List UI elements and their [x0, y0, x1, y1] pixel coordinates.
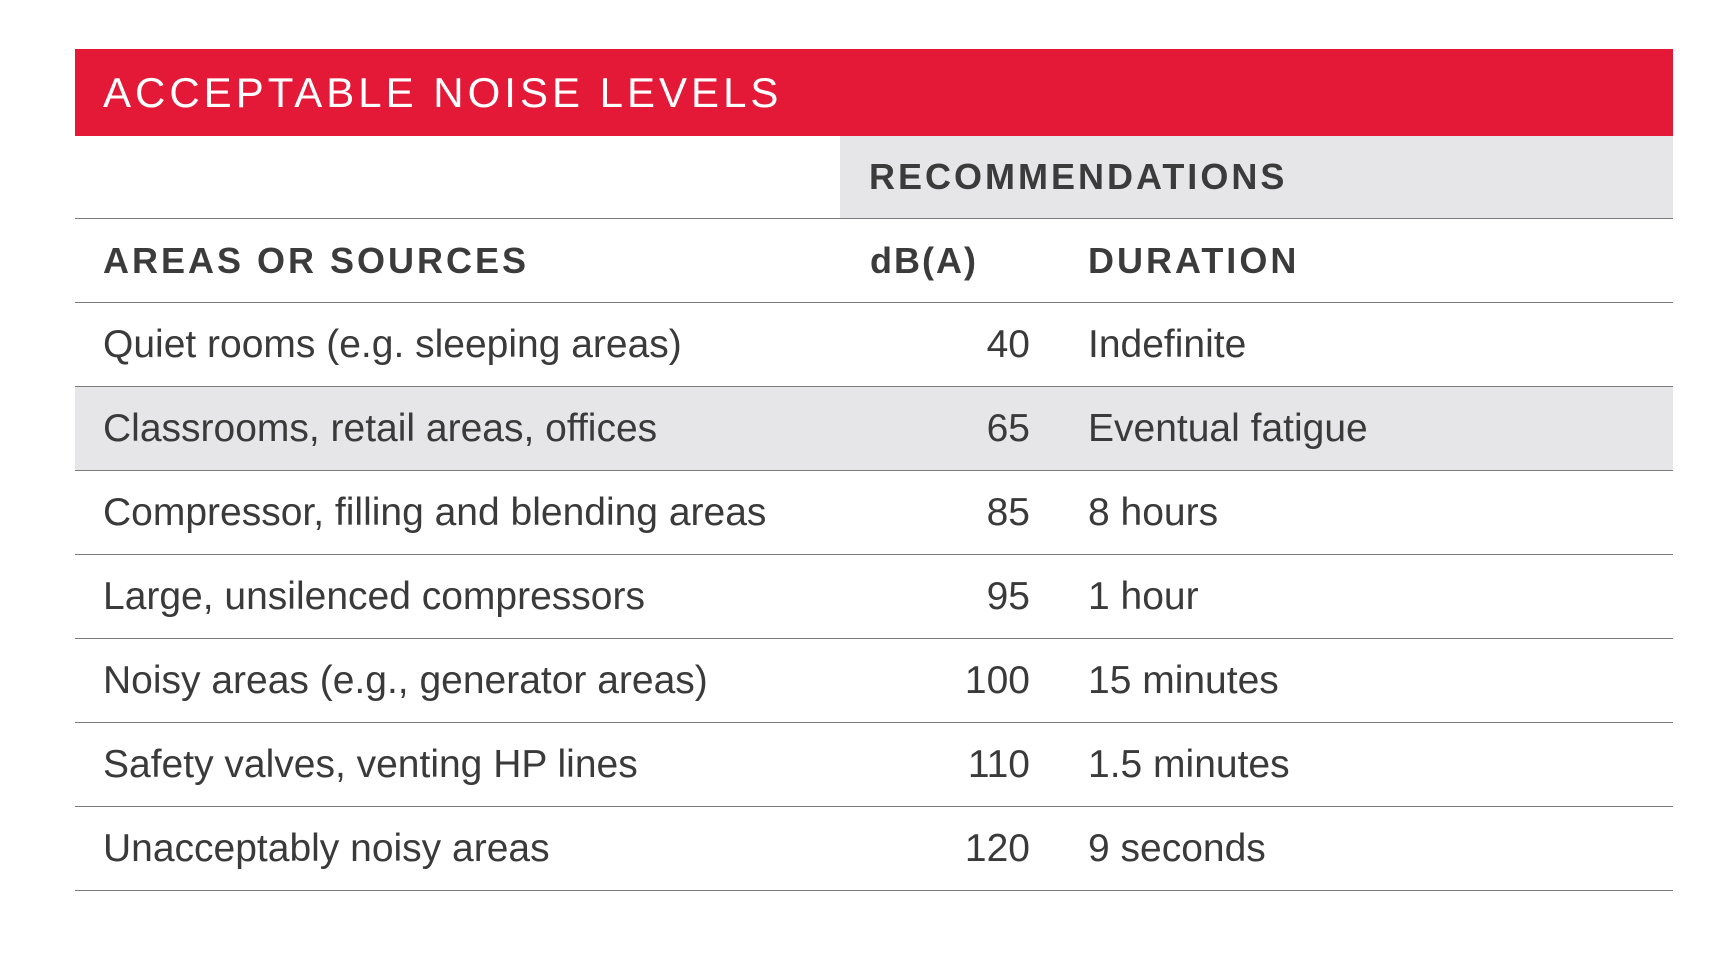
column-header-area: AREAS OR SOURCES — [103, 239, 530, 281]
table-row — [75, 387, 1673, 471]
duration-cell: 1 hour — [1088, 574, 1199, 618]
area-cell: Quiet rooms (e.g. sleeping areas) — [103, 322, 682, 366]
area-cell: Compressor, filling and blending areas — [103, 490, 767, 534]
column-header-row — [75, 219, 1673, 303]
table-row — [75, 639, 1673, 723]
duration-cell: Indefinite — [1088, 322, 1247, 366]
db-cell: 120 — [964, 826, 1030, 870]
area-cell: Safety valves, venting HP lines — [103, 742, 638, 786]
db-cell: 85 — [986, 490, 1030, 534]
column-header-db: dB(A) — [870, 239, 978, 281]
table-row — [75, 555, 1673, 639]
db-cell: 100 — [964, 658, 1030, 702]
duration-cell: Eventual fatigue — [1088, 406, 1368, 450]
db-cell: 65 — [986, 406, 1030, 450]
area-cell: Noisy areas (e.g., generator areas) — [103, 658, 708, 702]
table-row — [75, 723, 1673, 807]
db-cell: 40 — [986, 322, 1030, 366]
area-cell: Large, unsilenced compressors — [103, 574, 645, 618]
table-row — [75, 303, 1673, 387]
duration-cell: 15 minutes — [1088, 658, 1279, 702]
group-header-row — [75, 136, 1673, 219]
table-row — [75, 471, 1673, 555]
duration-cell: 9 seconds — [1088, 826, 1266, 870]
table-row — [75, 807, 1673, 891]
area-cell: Unacceptably noisy areas — [103, 826, 550, 870]
column-header-duration: DURATION — [1088, 239, 1300, 281]
duration-cell: 8 hours — [1088, 490, 1219, 534]
db-cell: 110 — [967, 742, 1030, 786]
noise-levels-table — [75, 49, 1673, 891]
table-title: ACCEPTABLE NOISE LEVELS — [75, 49, 1673, 136]
recommendations-header: RECOMMENDATIONS — [840, 136, 1673, 218]
duration-cell: 1.5 minutes — [1088, 742, 1290, 786]
db-cell: 95 — [986, 574, 1030, 618]
area-cell: Classrooms, retail areas, offices — [103, 406, 658, 450]
